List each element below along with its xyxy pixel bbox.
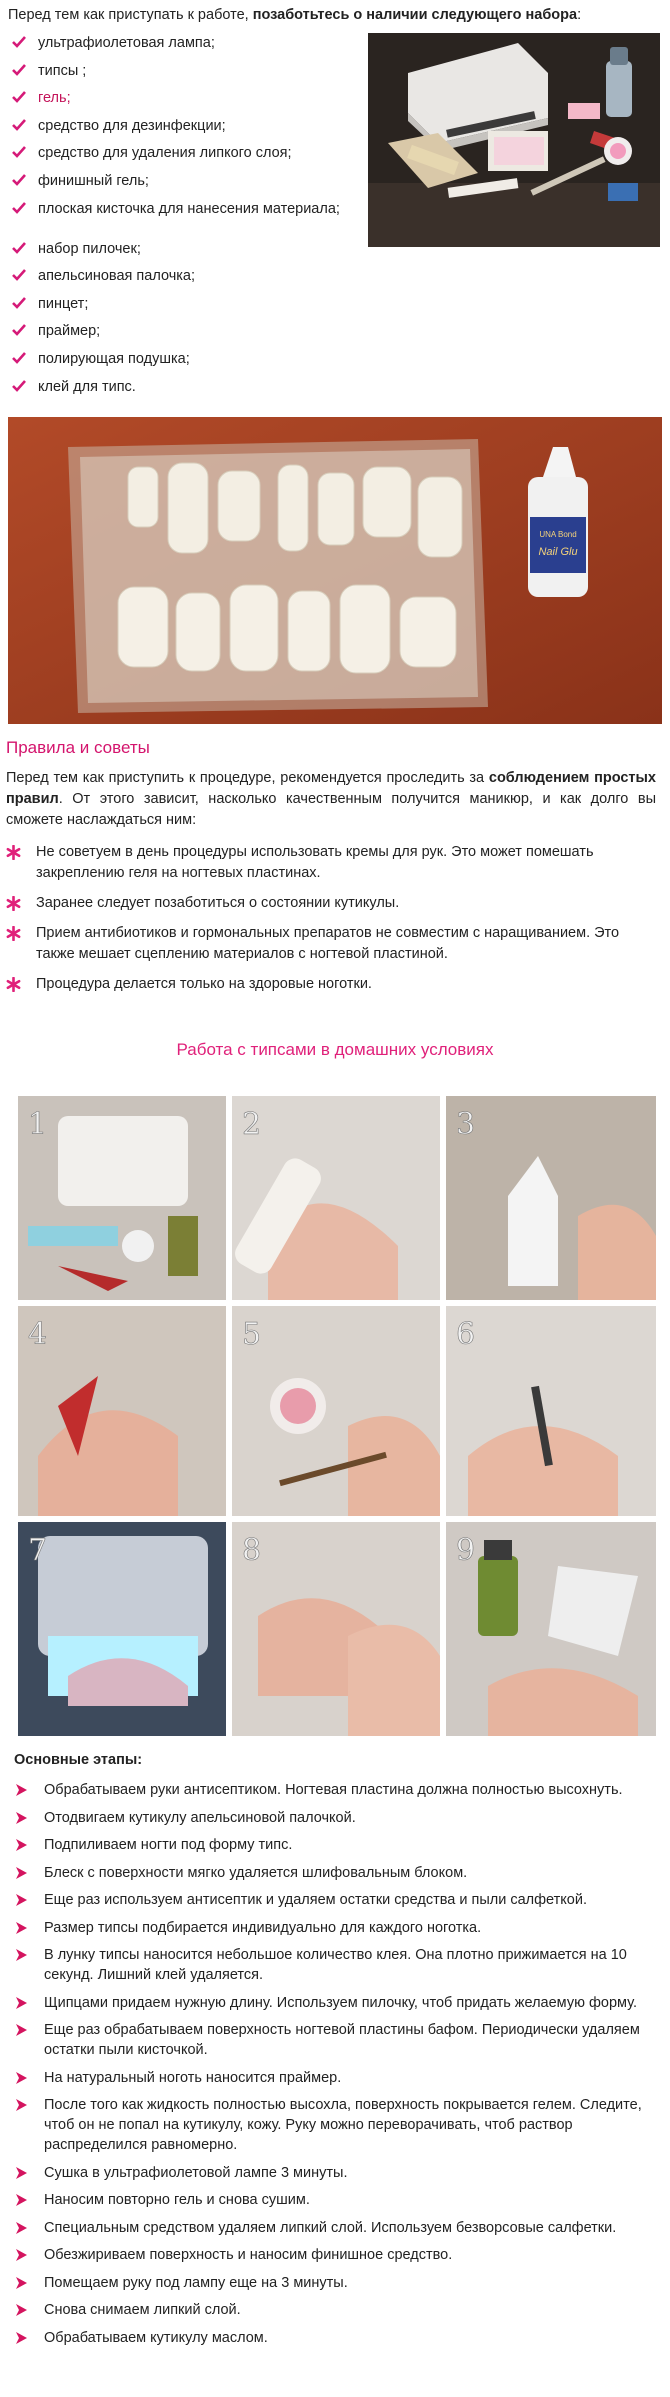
- arrow-right-icon: [14, 1948, 29, 1962]
- arrow-right-icon: [14, 2098, 29, 2112]
- checkmark-icon: [12, 118, 26, 132]
- step-item: Щипцами придаем нужную длину. Используем пилочку, чтоб придать желаемую форму.: [14, 1993, 664, 2013]
- grid-number: 4: [28, 1317, 48, 1352]
- step-item: Подпиливаем ногти под форму типс.: [14, 1835, 664, 1855]
- arrow-right-icon: [14, 1893, 29, 1907]
- steps-heading: Основные этапы:: [14, 1752, 143, 1768]
- grid-number: 7: [28, 1533, 48, 1568]
- step-item: Обезжириваем поверхность и наносим финишное средство.: [14, 2245, 664, 2265]
- kit-item: ультрафиолетовая лампа;: [10, 34, 360, 62]
- asterisk-icon: [6, 926, 21, 941]
- checkmark-icon: [12, 379, 26, 393]
- arrow-right-icon: [14, 1811, 29, 1825]
- step-item: В лунку типсы наносится небольшое количество клея. Она плотно прижимается на 10 секунд. Лишний клей удаляется.: [14, 1945, 664, 1985]
- checkmark-icon: [12, 173, 26, 187]
- kit-item: типсы ;: [10, 62, 360, 90]
- step-item: Снова снимаем липкий слой.: [14, 2300, 664, 2320]
- kit-item: клей для типс.: [10, 378, 360, 406]
- arrow-right-icon: [14, 1783, 29, 1797]
- step-item: Еще раз используем антисептик и удаляем остатки средства и пыли салфеткой.: [14, 1890, 664, 1910]
- step-item: Блеск с поверхности мягко удаляется шлифовальным блоком.: [14, 1863, 664, 1883]
- glue-label-line2: Nail Glu: [538, 546, 578, 558]
- tips-box-illustration: [8, 417, 662, 724]
- checkmark-icon: [12, 351, 26, 365]
- checkmark-icon: [12, 63, 26, 77]
- step-item: Обрабатываем кутикулу маслом.: [14, 2328, 664, 2348]
- asterisk-icon: [6, 977, 21, 992]
- step-item: На натуральный ноготь наносится праймер.: [14, 2068, 664, 2088]
- grid-number: 9: [456, 1533, 476, 1568]
- step-item: Обрабатываем руки антисептиком. Ногтевая пластина должна полностью высохнуть.: [14, 1780, 664, 1800]
- intro-text-end: :: [577, 7, 582, 23]
- step-item: Помещаем руку под лампу еще на 3 минуты.: [14, 2273, 664, 2293]
- step-item: Наносим повторно гель и снова сушим.: [14, 2190, 664, 2210]
- arrow-right-icon: [14, 2071, 29, 2085]
- step-item: Сушка в ультрафиолетовой лампе 3 минуты.: [14, 2163, 664, 2183]
- kit-item: апельсиновая палочка;: [10, 267, 360, 295]
- checkmark-icon: [12, 145, 26, 159]
- nail-kit-illustration: [368, 33, 660, 247]
- arrow-right-icon: [14, 2023, 29, 2037]
- grid-cell-1: [18, 1096, 226, 1300]
- step-item: После того как жидкость полностью высохла, поверхность покрывается гелем. Следите, чтоб он не попал на кутикулу, кожу. Руку можно переворачивать, чтоб раствор распределился равномерно.: [14, 2095, 664, 2155]
- kit-item: плоская кисточка для нанесения материала;: [10, 200, 360, 240]
- arrow-right-icon: [14, 2276, 29, 2290]
- grid-number: 1: [28, 1107, 48, 1142]
- grid-number: 6: [456, 1317, 476, 1352]
- kit-item: гель;: [10, 89, 360, 117]
- rules-paragraph: Перед тем как приступить к процедуре, рекомендуется проследить за соблюдением простых правил. От этого зависит, насколько качественным получится маникюр, и как долго вы сможете наслаждаться ним:: [6, 770, 656, 828]
- intro-text: [8, 6, 648, 24]
- steps-list: [14, 1780, 664, 2355]
- grid-number: 2: [242, 1107, 262, 1142]
- steps-photo-grid: [18, 1096, 656, 1736]
- rule-item: Не советуем в день процедуры использовать кремы для рук. Это может помешать закреплению геля на ногтевых пластинах.: [6, 842, 656, 884]
- rule-item: Процедура делается только на здоровые ноготки.: [6, 974, 656, 995]
- arrow-right-icon: [14, 1866, 29, 1880]
- rule-item: Заранее следует позаботиться о состоянии кутикулы.: [6, 893, 656, 914]
- kit-item: средство для удаления липкого слоя;: [10, 144, 360, 172]
- checkmark-icon: [12, 296, 26, 310]
- steps-photo-grid-illustration: [18, 1096, 656, 1736]
- kit-item: пинцет;: [10, 295, 360, 323]
- step-item: Размер типсы подбирается индивидуально для каждого ноготка.: [14, 1918, 664, 1938]
- arrow-right-icon: [14, 2303, 29, 2317]
- grid-number: 8: [242, 1533, 262, 1568]
- grid-cell-6: [446, 1306, 656, 1516]
- grid-cell-5: [232, 1306, 440, 1516]
- checkmark-icon: [12, 241, 26, 255]
- section-subheading: Работа с типсами в домашних условиях: [176, 1040, 494, 1059]
- step-item: Отодвигаем кутикулу апельсиновой палочкой.: [14, 1808, 664, 1828]
- checkmark-icon: [12, 323, 26, 337]
- arrow-right-icon: [14, 1838, 29, 1852]
- checkmark-icon: [12, 35, 26, 49]
- grid-cell-4: [18, 1306, 226, 1516]
- arrow-right-icon: [14, 2331, 29, 2345]
- grid-number: 5: [242, 1317, 262, 1352]
- grid-cell-7: [18, 1522, 226, 1736]
- arrow-right-icon: [14, 1921, 29, 1935]
- intro-text-start: Перед тем как приступать к работе,: [8, 7, 253, 23]
- arrow-right-icon: [14, 2221, 29, 2235]
- arrow-right-icon: [14, 1996, 29, 2010]
- tips-box-photo: [8, 417, 662, 724]
- kit-item: набор пилочек;: [10, 240, 360, 268]
- kit-item: финишный гель;: [10, 172, 360, 200]
- checkmark-icon: [12, 90, 26, 104]
- kit-item: полирующая подушка;: [10, 350, 360, 378]
- grid-cell-3: [446, 1096, 656, 1300]
- grid-cell-9: [446, 1522, 656, 1736]
- checkmark-icon: [12, 201, 26, 215]
- checkmark-icon: [12, 268, 26, 282]
- intro-text-bold: позаботьтесь о наличии следующего набора: [252, 7, 578, 23]
- rules-heading: Правила и советы: [6, 738, 150, 757]
- grid-number: 3: [456, 1107, 476, 1142]
- grid-cell-8: [232, 1522, 440, 1736]
- glue-label-line1: UNA Bond: [539, 530, 577, 539]
- kit-list: [10, 34, 360, 405]
- asterisk-icon: [6, 845, 21, 860]
- rule-item: Прием антибиотиков и гормональных препаратов не совместим с наращиванием. Это также мешает сцеплению материалов с ногтевой пластиной.: [6, 923, 656, 965]
- step-item: Еще раз обрабатываем поверхность ногтевой пластины бафом. Периодически удаляем остатки пыли кисточкой.: [14, 2020, 664, 2060]
- arrow-right-icon: [14, 2166, 29, 2180]
- grid-cell-2: [231, 1096, 440, 1300]
- nail-kit-photo: [368, 33, 660, 247]
- asterisk-icon: [6, 896, 21, 911]
- step-item: Специальным средством удаляем липкий слой. Используем безворсовые салфетки.: [14, 2218, 664, 2238]
- arrow-right-icon: [14, 2248, 29, 2262]
- arrow-right-icon: [14, 2193, 29, 2207]
- kit-item: праймер;: [10, 322, 360, 350]
- kit-item: средство для дезинфекции;: [10, 117, 360, 145]
- rules-list: [6, 842, 656, 1004]
